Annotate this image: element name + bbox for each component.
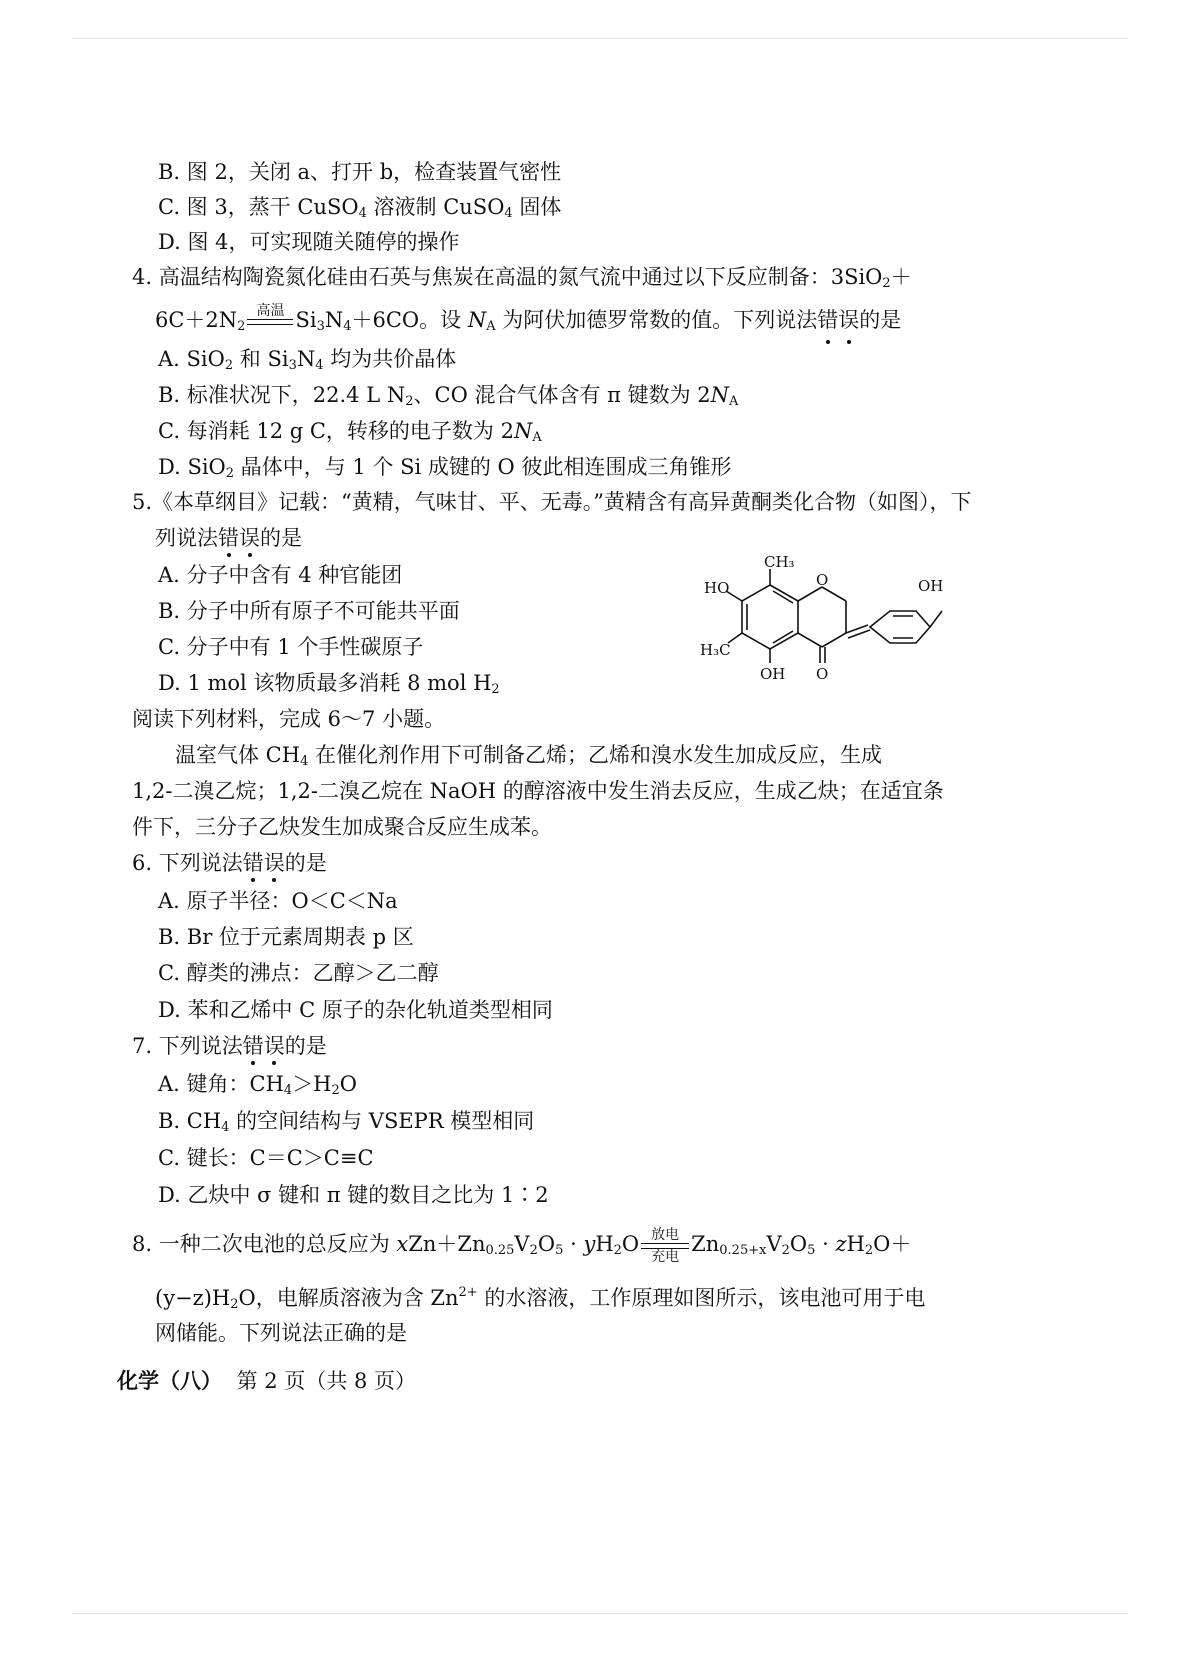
q7-option-d: D. 乙炔中 σ 键和 π 键的数目之比为 1∶2	[158, 1183, 549, 1207]
q8-stem-line1: 8. 一种二次电池的总反应为 $xZn+Zn_{0.25}V_2O_5 \cdot yH_2O$ 放电 充电 $Zn_{0.25+x}V_2O_5 \cdot zH_2O+$	[132, 1226, 912, 1265]
reaction-arrow: 高温	[247, 303, 293, 341]
reading-paragraph-line3: 件下，三分子乙炔发生加成聚合反应生成苯。	[132, 815, 552, 839]
q8-stem-line2: $(y-z)H_2O$，电解质溶液为含 $Zn^{2+}$ 的水溶液，工作原理如图所示，该电池可用于电	[155, 1285, 926, 1312]
q5-stem-line2: 列说法错误的是	[155, 523, 302, 553]
q7-option-c: C. 键长：C＝C＞C≡C	[158, 1146, 374, 1170]
q3-option-c: C. 图 3，蒸干 CuSO$_4$ 溶液制 CuSO$_4$ 固体	[158, 195, 562, 221]
reading-intro: 阅读下列材料，完成 6～7 小题。	[132, 707, 446, 731]
bottom-border	[72, 1613, 1128, 1614]
isoflavone-structure-diagram	[690, 555, 960, 690]
q3-option-d: D. 图 4，可实现随关随停的操作	[158, 230, 460, 254]
q7-option-b: B. $CH_4$ 的空间结构与 VSEPR 模型相同	[158, 1109, 535, 1135]
q4-stem-line1: 4. 高温结构陶瓷氮化硅由石英与焦炭在高温的氮气流中通过以下反应制备：3SiO$_2$＋	[132, 265, 912, 291]
ch3-top-label: CH₃	[764, 555, 795, 571]
q6-option-c: C. 醇类的沸点：乙醇＞乙二醇	[158, 961, 439, 985]
q4-option-a: A. SiO$_2$ 和 $Si_3N_4$ 均为共价晶体	[158, 347, 457, 373]
q5-stem-line1: 5.《本草纲目》记载：“黄精，气味甘、平、无毒。”黄精含有高异黄酮类化合物（如图），下	[132, 490, 972, 514]
page-footer: 化学（八） 第 2 页（共 8 页）	[117, 1369, 417, 1393]
ketone-o-label: O	[816, 665, 829, 683]
q4-option-d: D. SiO$_2$ 晶体中，与 1 个 Si 成键的 O 彼此相连围成三角锥形	[158, 455, 732, 481]
q6-option-d: D. 苯和乙烯中 C 原子的杂化轨道类型相同	[158, 998, 553, 1022]
ring-o-label: O	[816, 571, 829, 589]
q8-stem-line3: 网储能。下列说法正确的是	[155, 1321, 407, 1345]
reversible-arrow: 放电 充电	[641, 1227, 689, 1265]
q6-stem: 6. 下列说法错误的是	[132, 848, 327, 878]
q7-stem: 7. 下列说法错误的是	[132, 1031, 327, 1061]
reading-paragraph-line1: 温室气体 $CH_4$ 在催化剂作用下可制备乙烯；乙烯和溴水发生加成反应，生成	[175, 743, 883, 769]
top-border	[72, 38, 1128, 39]
oh-bottom-label: OH	[760, 665, 786, 683]
q6-option-b: B. Br 位于元素周期表 p 区	[158, 925, 414, 949]
q5-option-b: B. 分子中所有原子不可能共平面	[158, 599, 460, 623]
ho-left-label: HO	[704, 579, 730, 597]
q3-option-b: B. 图 2，关闭 a、打开 b，检查装置气密性	[158, 160, 562, 184]
oh-right-label: OH	[918, 577, 944, 595]
q7-option-a: A. 键角：$CH_4>H_2O$	[158, 1072, 358, 1098]
h3c-label: H₃C	[700, 641, 731, 659]
page-number: 第 2 页（共 8 页）	[236, 1369, 417, 1393]
q4-stem-line2: $6C+2N_2$ 高温 $Si_3N_4+6CO$。设 $N_A$ 为阿伏加德罗常数的值。下列说法错误的是	[155, 300, 901, 341]
q5-option-d: D. 1 mol 该物质最多消耗 8 mol $H_2$	[158, 671, 500, 697]
reading-paragraph-line2: 1,2-二溴乙烷；1,2-二溴乙烷在 NaOH 的醇溶液中发生消去反应，生成乙炔；在适宜条	[132, 779, 944, 803]
q5-option-a: A. 分子中含有 4 种官能团	[158, 563, 403, 587]
q4-option-c: C. 每消耗 12 g C，转移的电子数为 $2N_A$	[158, 419, 542, 445]
q6-option-a: A. 原子半径：O＜C＜Na	[158, 889, 398, 913]
q5-option-c: C. 分子中有 1 个手性碳原子	[158, 635, 424, 659]
q4-option-b: B. 标准状况下，22.4 L $N_2$、CO 混合气体含有 π 键数为 $2N_A$	[158, 383, 739, 409]
